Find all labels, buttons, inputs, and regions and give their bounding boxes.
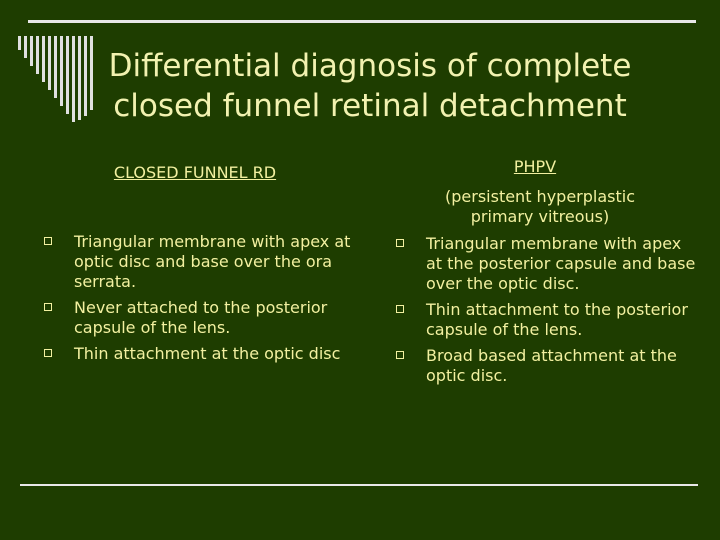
bullet-icon xyxy=(396,239,404,247)
slide-title: Differential diagnosis of complete closed funnel retinal detachment xyxy=(108,48,632,124)
list-item: Thin attachment to the posterior capsule of the lens. xyxy=(396,300,696,340)
list-item: Never attached to the posterior capsule of the lens. xyxy=(44,298,354,338)
list-item: Triangular membrane with apex at optic disc and base over the ora serrata. xyxy=(44,232,354,292)
list-item: Thin attachment at the optic disc xyxy=(44,344,354,364)
bullet-icon xyxy=(44,237,52,245)
left-list xyxy=(44,232,354,370)
list-item: Triangular membrane with apex at the posterior capsule and base over the optic disc. xyxy=(396,234,696,294)
left-column-heading: CLOSED FUNNEL RD xyxy=(113,163,277,182)
bullet-icon xyxy=(44,349,52,357)
top-rule xyxy=(28,20,696,23)
bullet-icon xyxy=(396,305,404,313)
right-column-subheading: (persistent hyperplastic primary vitreous) xyxy=(445,187,635,226)
right-column-heading: PHPV xyxy=(513,157,557,176)
right-list xyxy=(396,234,696,392)
bullet-icon xyxy=(44,303,52,311)
bottom-rule xyxy=(20,484,698,486)
bullet-icon xyxy=(396,351,404,359)
list-item: Broad based attachment at the optic disc. xyxy=(396,346,696,386)
